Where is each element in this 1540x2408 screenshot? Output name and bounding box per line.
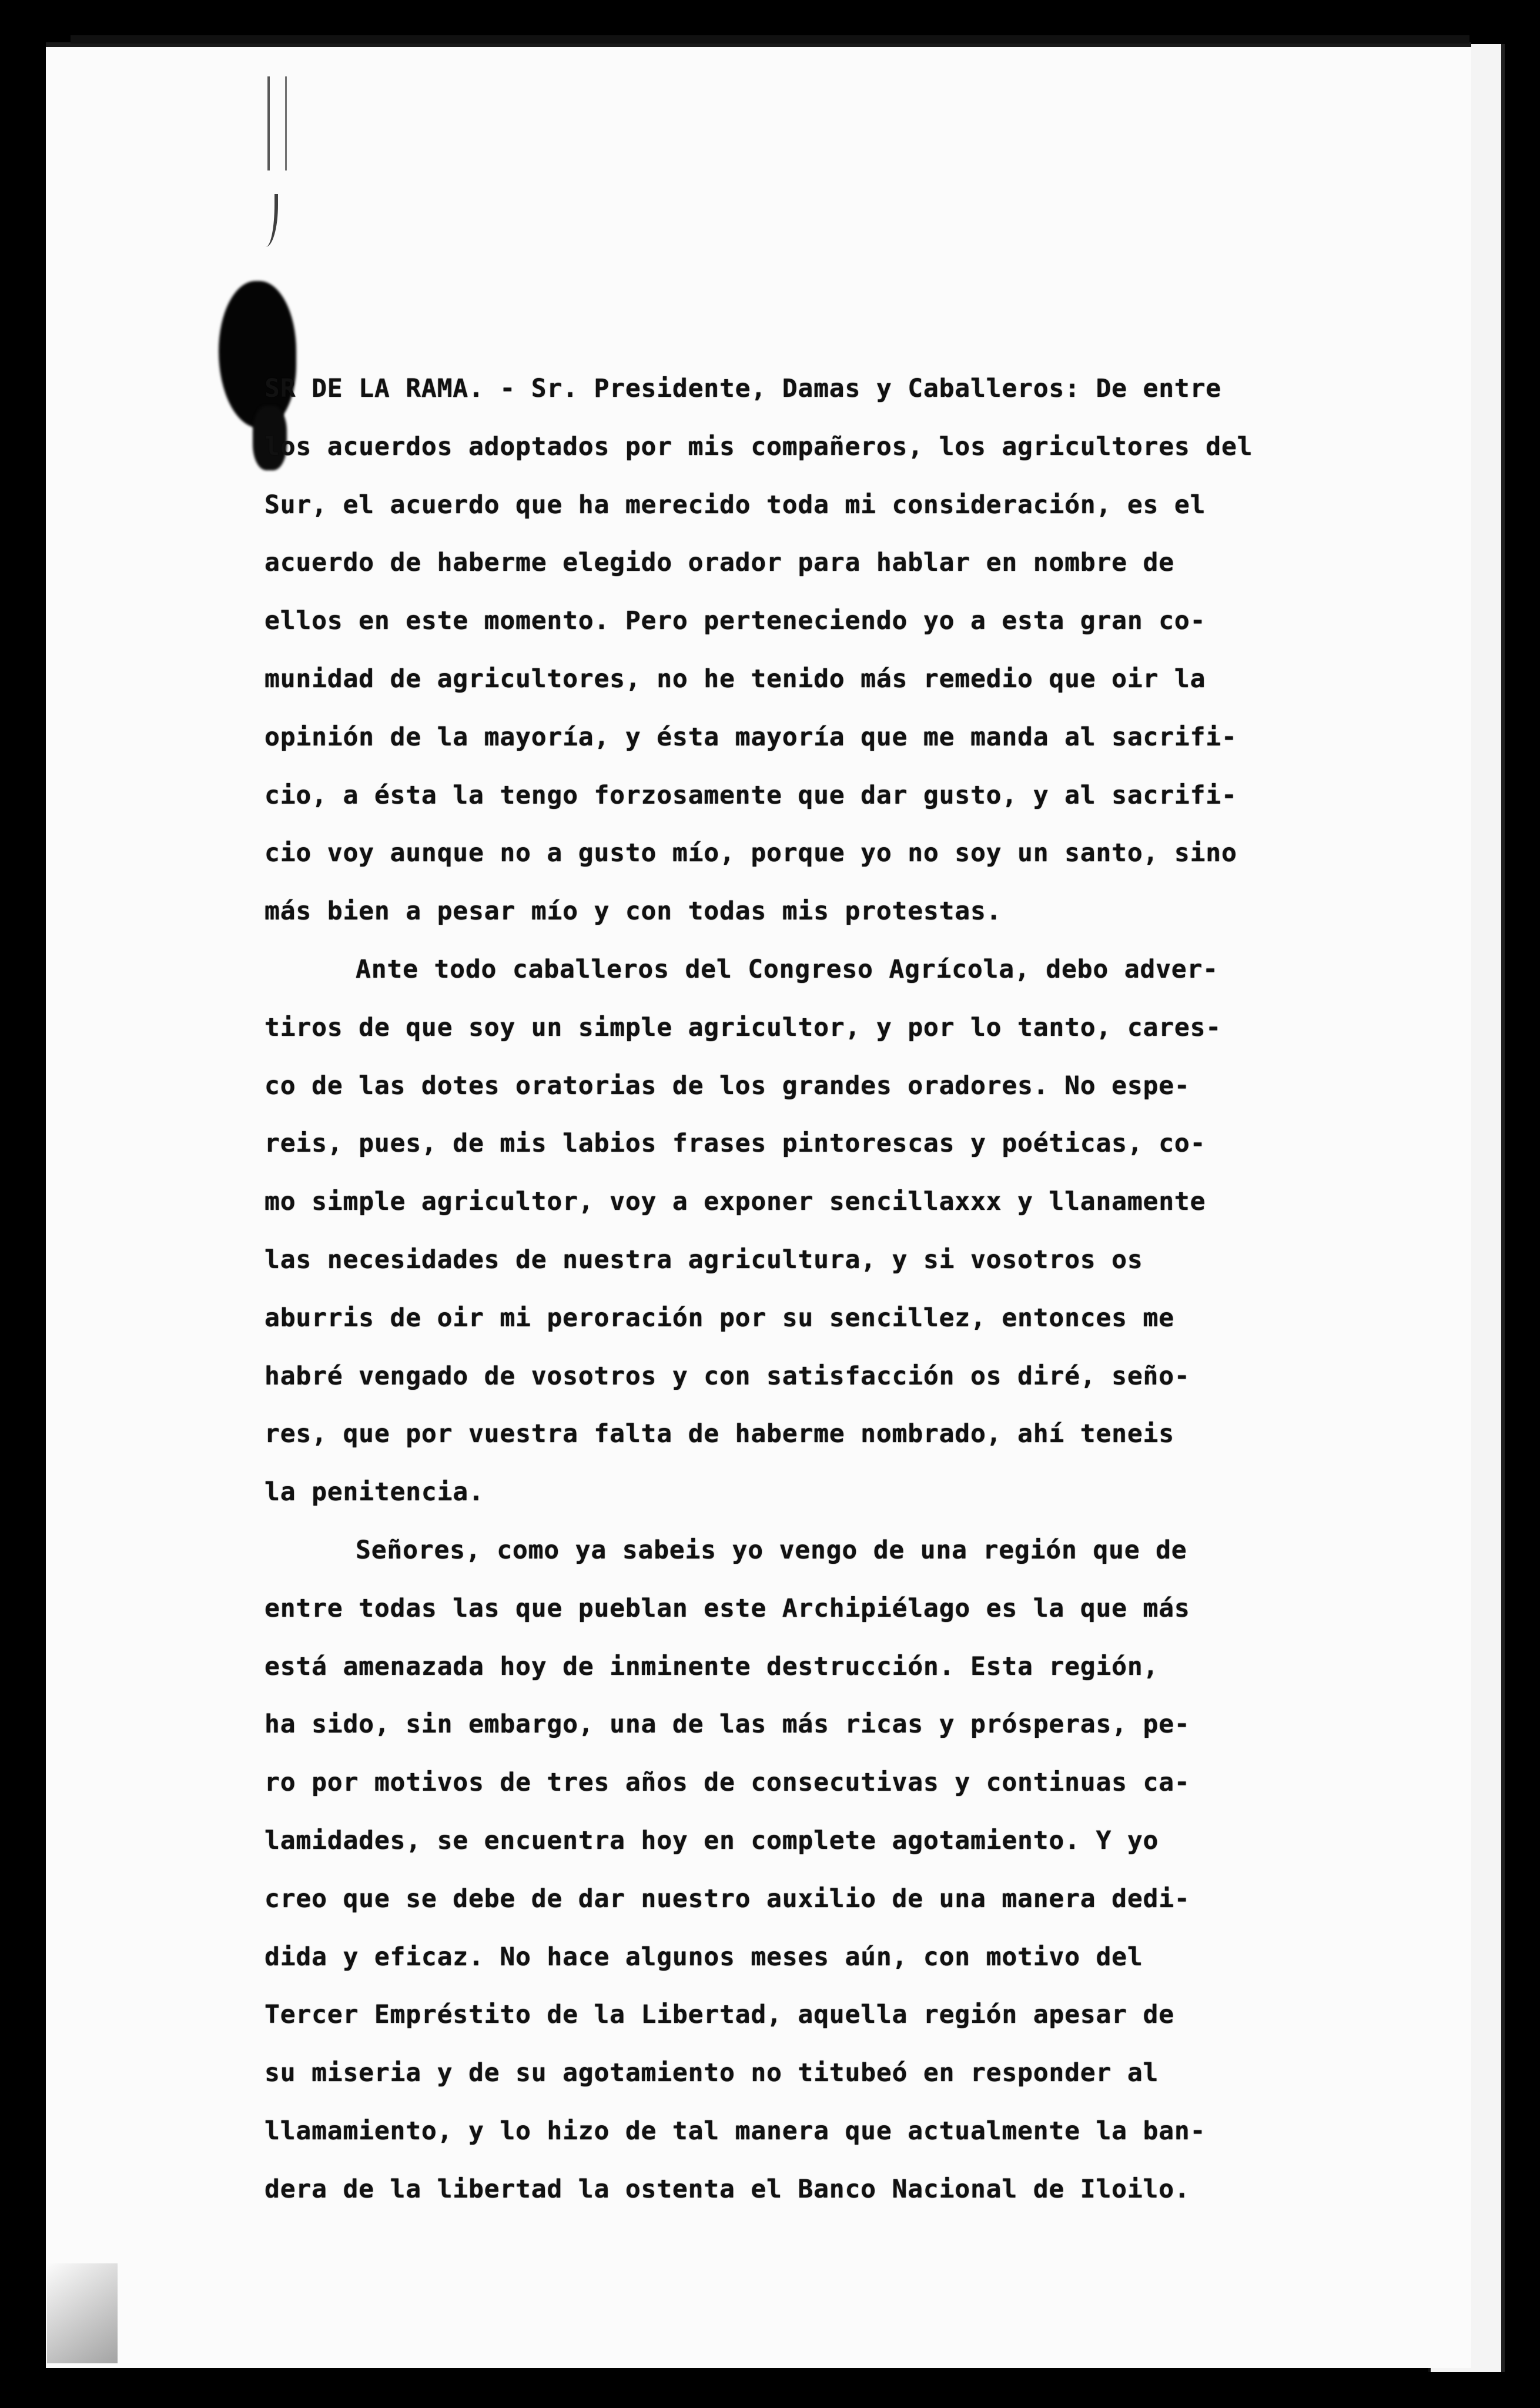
- text-line: res, que por vuestra falta de haberme nombrado, ahí teneis: [265, 1419, 1174, 1449]
- text-line: llamamiento, y lo hizo de tal manera que actualmente la ban-: [265, 2116, 1206, 2146]
- margin-ink-mark: [267, 76, 287, 170]
- text-line: creo que se debe de dar nuestro auxilio de una manera dedi-: [265, 1884, 1190, 1914]
- page-corner-shadow: [47, 2263, 118, 2363]
- text-line: las necesidades de nuestra agricultura, y si vosotros os: [265, 1245, 1143, 1275]
- text-line: dera de la libertad la ostenta el Banco Nacional de Iloilo.: [265, 2174, 1190, 2204]
- text-line: tiros de que soy un simple agricultor, y por lo tanto, cares-: [265, 1012, 1221, 1042]
- text-line: la penitencia.: [265, 1477, 484, 1507]
- text-line-paragraph-start: Ante todo caballeros del Congreso Agrícola, debo adver-: [356, 954, 1218, 984]
- top-sheet-border: [71, 35, 1469, 44]
- text-line: su miseria y de su agotamiento no titubeó en responder al: [265, 2058, 1159, 2088]
- text-line: dida y eficaz. No hace algunos meses aún, con motivo del: [265, 1942, 1143, 1972]
- text-line: los acuerdos adoptados por mis compañeros, los agricultores del: [265, 432, 1253, 461]
- text-line: habré vengado de vosotros y con satisfacción os diré, seño-: [265, 1361, 1190, 1391]
- text-line: Tercer Empréstito de la Libertad, aquella región apesar de: [265, 2000, 1174, 2030]
- text-line-paragraph-start: Señores, como ya sabeis yo vengo de una región que de: [356, 1535, 1187, 1565]
- text-line: SR DE LA RAMA. - Sr. Presidente, Damas y Caballeros: De entre: [265, 374, 1221, 403]
- text-line: aburris de oir mi peroración por su sencillez, entonces me: [265, 1303, 1174, 1333]
- text-line: cio voy aunque no a gusto mío, porque yo no soy un santo, sino: [265, 838, 1237, 868]
- typed-speech-text: [265, 360, 1405, 2219]
- text-line: munidad de agricultores, no he tenido más remedio que oir la: [265, 664, 1206, 694]
- text-line: está amenazada hoy de inminente destrucción. Esta región,: [265, 1651, 1159, 1681]
- text-line: mo simple agricultor, voy a exponer sencillaxxx y llanamente: [265, 1187, 1206, 1217]
- text-line: acuerdo de haberme elegido orador para hablar en nombre de: [265, 548, 1174, 578]
- text-line: ro por motivos de tres años de consecutivas y continuas ca-: [265, 1768, 1190, 1798]
- text-line: opinión de la mayoría, y ésta mayoría que me manda al sacrifi-: [265, 722, 1237, 752]
- text-line: cio, a ésta la tengo forzosamente que dar gusto, y al sacrifi-: [265, 780, 1237, 810]
- text-line: ellos en este momento. Pero perteneciendo yo a esta gran co-: [265, 606, 1206, 636]
- text-line: co de las dotes oratorias de los grandes oradores. No espe-: [265, 1071, 1190, 1101]
- text-line: ha sido, sin embargo, una de las más ricas y prósperas, pe-: [265, 1710, 1190, 1740]
- text-line: más bien a pesar mío y con todas mis protestas.: [265, 897, 1002, 927]
- text-line: lamidades, se encuentra hoy en complete agotamiento. Y yo: [265, 1825, 1159, 1855]
- text-line: reis, pues, de mis labios frases pintorescas y poéticas, co-: [265, 1129, 1206, 1159]
- text-line: Sur, el acuerdo que ha merecido toda mi consideración, es el: [265, 490, 1206, 520]
- text-line: entre todas las que pueblan este Archipiélago es la que más: [265, 1593, 1190, 1623]
